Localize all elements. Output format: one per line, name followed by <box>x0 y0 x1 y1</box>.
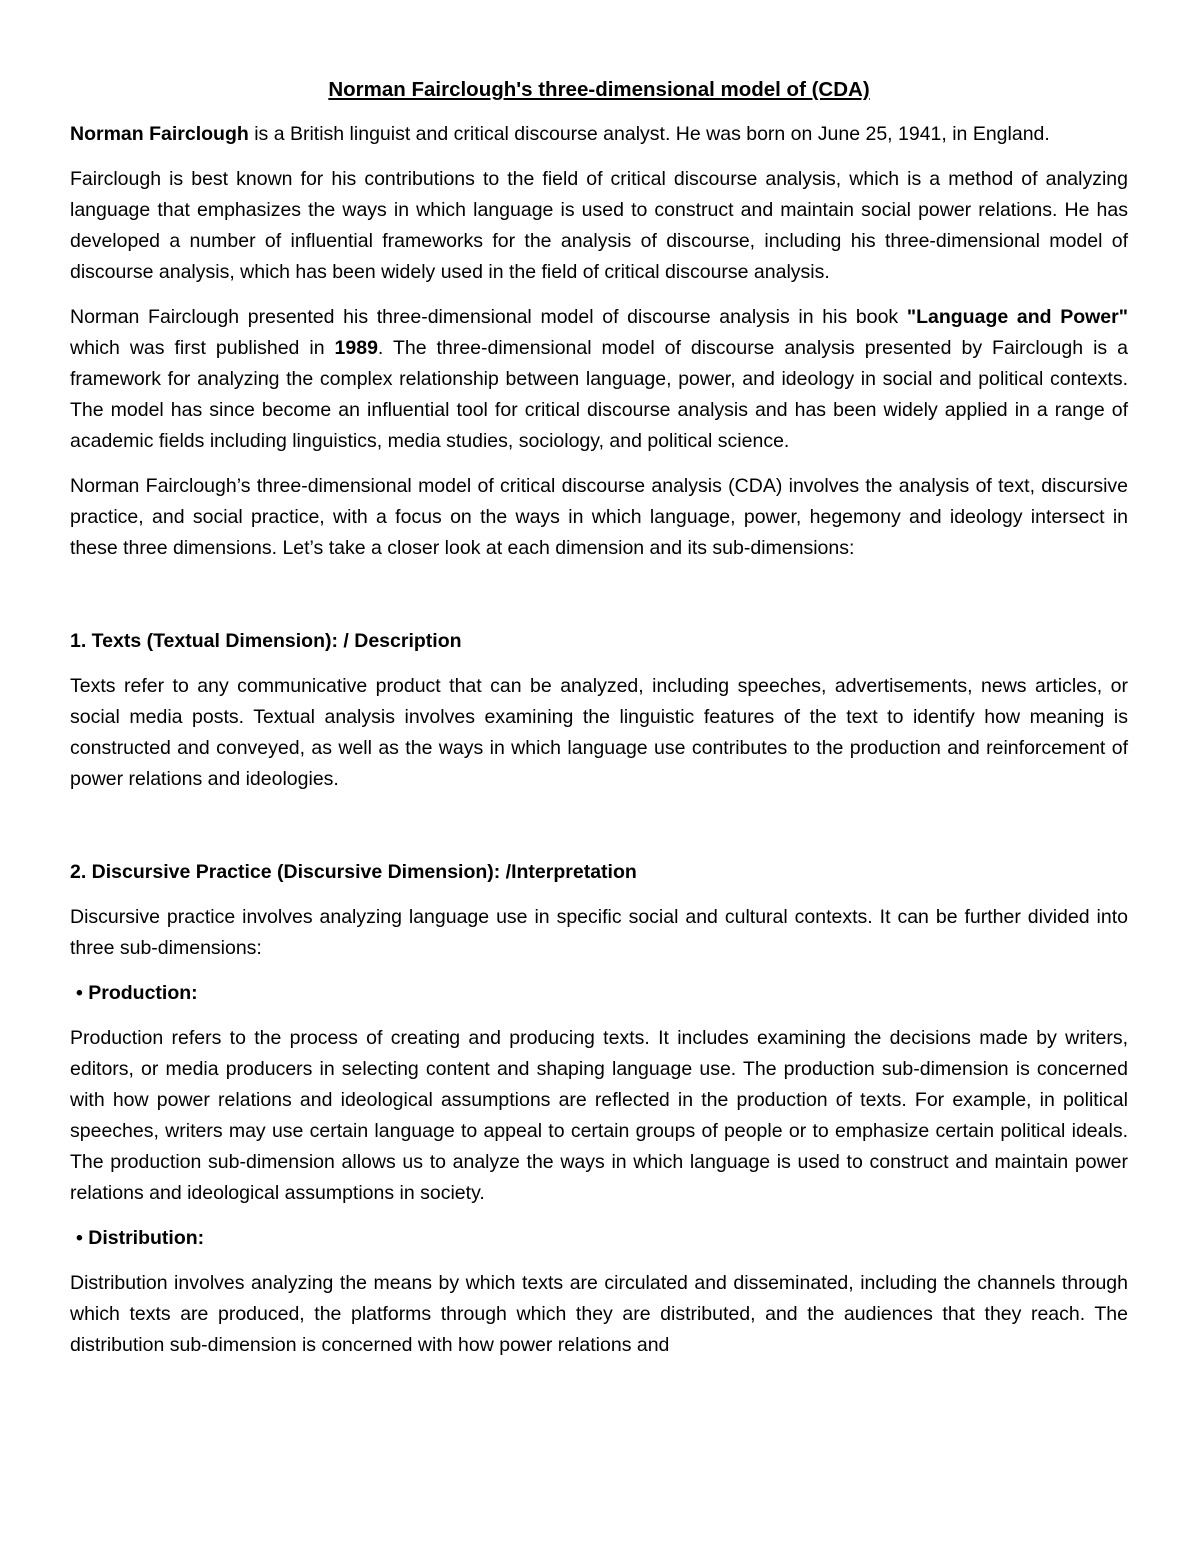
publication-year: 1989 <box>334 337 378 359</box>
document-title: Norman Fairclough's three-dimensional model of (CDA) <box>328 78 870 101</box>
model-paragraph: Norman Fairclough’s three-dimensional model of critical discourse analysis (CDA) involves the analysis of text, discursive practice, and social practice, with a focus on the ways in which language, power, hegemony and ideology intersect in these three dimensions. Let’s take a closer look at each dimension and its sub-dimensions: <box>70 475 1128 559</box>
book-paragraph-mid: which was first published in <box>70 337 335 359</box>
distribution-body: Distribution involves analyzing the means by which texts are circulated and disseminated, including the channels through which texts are produced, the platforms through which they are distributed, and the audiences that they reach. The distribution sub-dimension is concerned with how power relations and <box>70 1272 1128 1356</box>
intro-text: is a British linguist and critical discourse analyst. He was born on June 25, 1941, in England. <box>248 123 1050 145</box>
section-2-heading: 2. Discursive Practice (Discursive Dimension): /Interpretation <box>70 861 637 883</box>
document-page <box>70 74 1128 1375</box>
section-1-heading: 1. Texts (Textual Dimension): / Description <box>70 630 462 652</box>
section-1-body: Texts refer to any communicative product that can be analyzed, including speeches, advertisements, news articles, or social media posts. Textual analysis involves examining the linguistic features of the text to identify how meaning is constructed and conveyed, as well as the ways in which language use contributes to the production and reinforcement of power relations and ideologies. <box>70 675 1128 790</box>
production-body: Production refers to the process of creating and producing texts. It includes examining the decisions made by writers, editors, or media producers in selecting content and shaping language use. The production sub-dimension is concerned with how power relations and ideological assumptions are reflected in the production of texts. For example, in political speeches, writers may use certain language to appeal to certain groups of people or to emphasize certain political ideals. The production sub-dimension allows us to analyze the ways in which language is used to construct and maintain power relations and ideological assumptions in society. <box>70 1027 1128 1204</box>
known-for-paragraph: Fairclough is best known for his contributions to the field of critical discourse analysis, which is a method of analyzing language that emphasizes the ways in which language is used to construct and maintain social power relations. He has developed a number of influential frameworks for the analysis of discourse, including his three-dimensional model of discourse analysis, which has been widely used in the field of critical discourse analysis. <box>70 168 1128 283</box>
production-label: • Production: <box>76 982 198 1004</box>
book-paragraph-pre: Norman Fairclough presented his three-dimensional model of discourse analysis in his book <box>70 306 907 328</box>
book-title: "Language and Power" <box>906 306 1128 328</box>
distribution-label: • Distribution: <box>76 1227 205 1249</box>
book-paragraph-post: . The three-dimensional model of discourse analysis presented by Fairclough is a framework for analyzing the complex relationship between language, power, and ideology in social and political contexts. The model has since become an influential tool for critical discourse analysis and has been widely applied in a range of academic fields including linguistics, media studies, sociology, and political science. <box>70 337 1128 452</box>
section-2-body: Discursive practice involves analyzing language use in specific social and cultural contexts. It can be further divided into three sub-dimensions: <box>70 906 1128 959</box>
intro-paragraph <box>70 119 1128 150</box>
book-paragraph <box>70 302 1128 457</box>
author-name: Norman Fairclough <box>70 123 249 145</box>
